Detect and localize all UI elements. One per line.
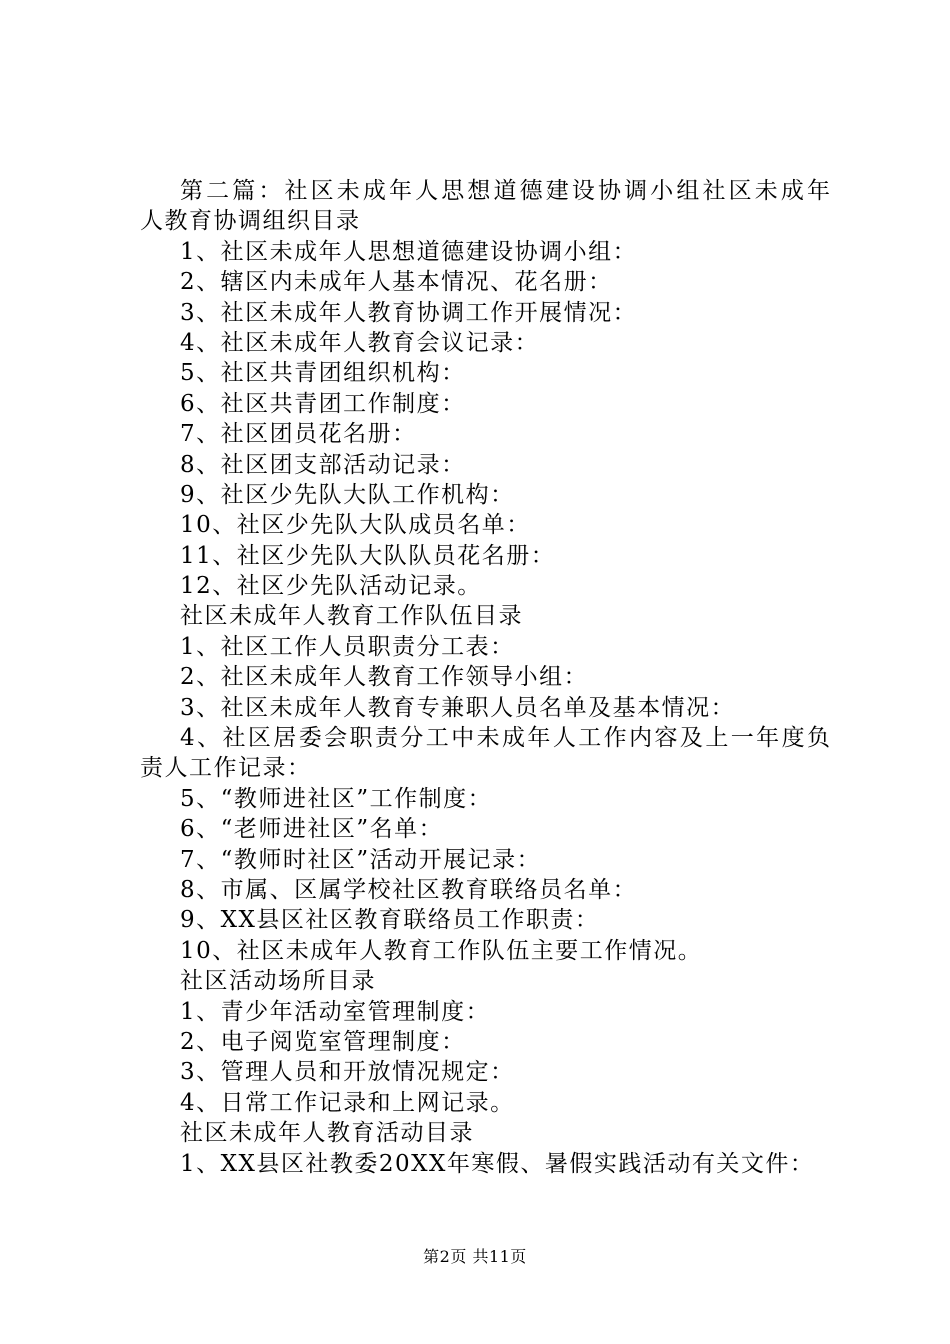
list-item: 7、社区团员花名册：: [180, 421, 417, 448]
list-item: 10、社区未成年人教育工作队伍主要工作情况。: [180, 937, 703, 964]
list-item: 8、社区团支部活动记录：: [180, 451, 466, 478]
list-item: 4、社区居委会职责分工中未成年人工作内容及上一年度负: [180, 725, 830, 752]
list-item: 6、社区共青团工作制度：: [180, 390, 466, 417]
list-item: 12、社区少先队活动记录。: [180, 573, 482, 600]
document-body: [140, 176, 830, 1179]
list-item: 2、辖区内未成年人基本情况、花名册：: [180, 269, 613, 296]
list-item: 3、社区未成年人教育专兼职人员名单及基本情况：: [180, 694, 736, 721]
list-item: 2、社区未成年人教育工作领导小组：: [180, 664, 589, 691]
list-item: 7、“教师时社区”活动开展记录：: [180, 846, 542, 873]
list-item: 1、XX县区社教委20XX年寒假、暑假实践活动有关文件：: [180, 1150, 815, 1177]
list-item: 1、社区工作人员职责分工表：: [180, 633, 515, 660]
list-item: 9、XX县区社区教育联络员工作职责：: [180, 907, 600, 934]
section-title: 社区活动场所目录: [180, 968, 376, 995]
list-item: 4、社区未成年人教育会议记录：: [180, 329, 540, 356]
section-title: 社区未成年人教育活动目录: [180, 1120, 474, 1147]
list-item: 1、社区未成年人思想道德建设协调小组：: [180, 238, 638, 265]
list-item: 5、“教师进社区”工作制度：: [180, 785, 493, 812]
heading-line-1: 第二篇：社区未成年人思想道德建设协调小组社区未成年: [180, 178, 830, 204]
list-item: 8、市属、区属学校社区教育联络员名单：: [180, 876, 638, 903]
list-item: 9、社区少先队大队工作机构：: [180, 481, 515, 508]
list-item: 1、青少年活动室管理制度：: [180, 998, 491, 1025]
list-item: 3、社区未成年人教育协调工作开展情况：: [180, 299, 638, 326]
list-item: 11、社区少先队大队队员花名册：: [180, 542, 556, 569]
list-item: 6、“老师进社区”名单：: [180, 816, 444, 843]
list-item: 10、社区少先队大队成员名单：: [180, 512, 531, 539]
list-item-continuation: 责人工作记录：: [140, 755, 312, 782]
heading-line-2: 人教育协调组织目录: [140, 208, 361, 235]
list-item: 3、管理人员和开放情况规定：: [180, 1059, 515, 1086]
list-item: 5、社区共青团组织机构：: [180, 360, 466, 387]
list-item: 2、电子阅览室管理制度：: [180, 1028, 466, 1055]
page-footer: 第2页 共11页: [423, 1247, 527, 1266]
section-title: 社区未成年人教育工作队伍目录: [180, 603, 523, 630]
list-item: 4、日常工作记录和上网记录。: [180, 1089, 515, 1116]
